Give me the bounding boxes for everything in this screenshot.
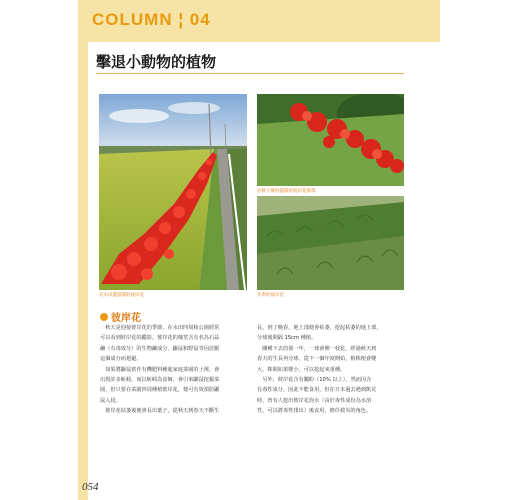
body-text-right [257, 323, 382, 417]
section-heading [100, 309, 141, 324]
winter-leaves-photo [257, 196, 404, 290]
text-line: 分球後間隔 15cm 種植。 [257, 335, 317, 342]
winter-leaves-image [257, 196, 404, 290]
roadside-field-image [99, 94, 247, 290]
roadside-field-photo [99, 94, 247, 290]
text-line: 剛種下去的那一年，一球會開一枝花，經過秋天到 [257, 345, 377, 352]
text-line: 另外，彼岸花含有屬粉（10% 以上），然而因含 [257, 377, 372, 384]
field-edge-photo [257, 94, 404, 186]
column-label: COLUMN ¦ 04 [92, 10, 211, 29]
text-line: 時，曾有人挖出彼岸花泡水（由於毒性成份為水溶 [257, 397, 372, 404]
page-margin-band [78, 0, 88, 500]
text-line: 如果將鼴鼠當作有機肥料種進家庭菜園的土裡，會 [100, 366, 220, 373]
page-number: 054 [82, 481, 99, 493]
body-text-left [100, 323, 219, 417]
text-line: 春天的生長再分球，從下一個年度開始，植株便會變 [257, 356, 377, 363]
text-line: 鹼（有毒成分）的生物鹼成分，鼴鼠和野鼠等因討厭 [100, 345, 220, 352]
text-line: 大，株間如果變小，可以挖起來重種。 [257, 366, 346, 373]
photo-caption-roadside: 在水田邊盛開的彼岸花 [99, 293, 144, 298]
photo-caption-field-edge: 於秋天後特盛開的彼岸花群落 [257, 189, 316, 194]
text-line: 有毒性成分，因此不能食用，但在日本過去遇到飢荒 [257, 387, 377, 394]
text-line: 園，但只要在菜園四周種植彼岸花，便可有效預防鼴 [100, 387, 220, 394]
title-divider [96, 73, 404, 74]
text-line: 性，可以將毒性排出）後食用，擔任救災的角色。 [257, 408, 372, 415]
text-line: 鼠入侵。 [100, 397, 121, 404]
field-edge-image [257, 94, 404, 186]
text-line: 秋天是迎接彼岸花的季節，在水田四周和公園經常 [100, 325, 220, 331]
photo-caption-winter: 冬季的彼岸花 [257, 293, 284, 298]
text-line: 可以看到彼岸花的蹤影。彼岸花的塊莖含有名為石蒜 [100, 335, 220, 342]
bullet-icon [100, 313, 108, 321]
text-line: 出現許多蚯蚓，而以蚯蚓為食餌，會引來鼴鼠挖掘菜 [100, 377, 220, 384]
page-title: 擊退小動物的植物 [96, 53, 217, 71]
text-line: 這個成分而迴避。 [100, 356, 142, 363]
text-line: 長，到了晚春，地上部便會枯萎，挖起枯萎的地上部， [257, 325, 382, 331]
section-title: 彼岸花 [111, 313, 141, 324]
text-line: 彼岸花枯萎後便會長出葉子，從秋天到春天不斷生 [100, 408, 220, 415]
